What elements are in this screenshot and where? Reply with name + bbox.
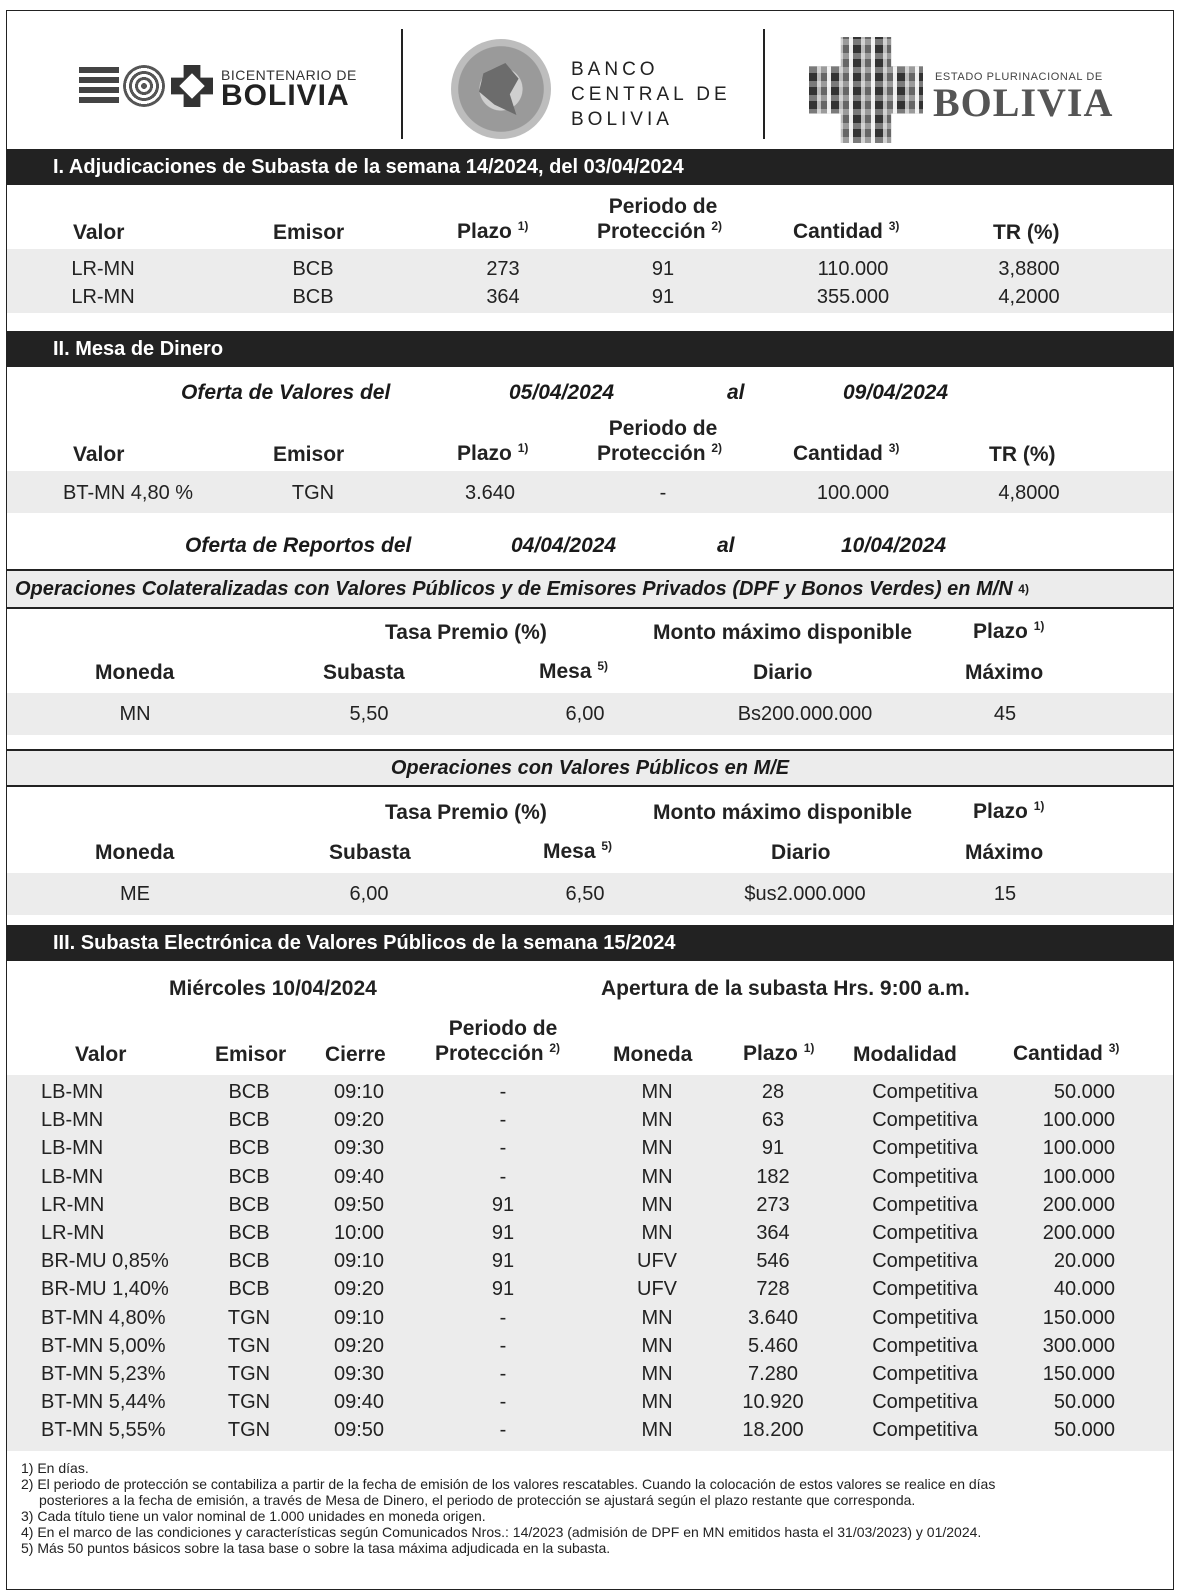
table-cell: 91: [491, 1193, 515, 1216]
footnote-line: 5) Más 50 puntos básicos sobre la tasa base o sobre la tasa máxima adjudicada en la subasta.: [21, 1540, 611, 1556]
table-cell: -: [499, 1081, 507, 1103]
table-cell: Competitiva: [872, 1391, 978, 1414]
table-cell: 09:30: [333, 1363, 385, 1385]
table-cell: TGN: [227, 1363, 271, 1385]
table-cell: Competitiva: [872, 1137, 978, 1160]
table-cell: BCB: [228, 1109, 270, 1132]
header-tasa-premio: Tasa Premio (%): [385, 801, 547, 824]
table-cell: -: [499, 1391, 507, 1414]
table-cell: UFV: [637, 1250, 677, 1273]
table-cell: 09:20: [333, 1334, 385, 1357]
table-cell: LB-MN: [41, 1137, 104, 1160]
estado-big-text: BOLIVIA: [933, 80, 1114, 125]
header-emisor: Emisor: [273, 221, 345, 244]
table-cell: 09:20: [333, 1109, 385, 1132]
table-cell: LB-MN: [41, 1081, 104, 1103]
table-cell: BCB: [228, 1222, 270, 1244]
section-2-title: [7, 331, 1173, 367]
table-cell: 09:50: [333, 1193, 385, 1216]
header-moneda: Moneda: [613, 1043, 693, 1066]
header-divider: [401, 29, 403, 139]
table-cell: MN: [641, 1165, 673, 1188]
header-subasta: Subasta: [323, 661, 405, 684]
table-cell: 273: [756, 1193, 790, 1216]
table-cell: BT-MN 5,00%: [41, 1334, 166, 1357]
table-cell: 4,8000: [998, 482, 1060, 504]
subasta-fecha: Miércoles 10/04/2024: [169, 977, 377, 1000]
table-cell: 09:50: [333, 1419, 385, 1442]
table-cell: -: [499, 1419, 507, 1442]
table-cell: 355.000: [816, 286, 890, 308]
header-modalidad: Modalidad: [853, 1043, 957, 1066]
table-cell: 09:30: [333, 1137, 385, 1160]
table-cell: 15: [993, 883, 1017, 905]
table-cell: 09:40: [333, 1391, 385, 1414]
table-cell: MN: [641, 1306, 673, 1329]
table-cell: Competitiva: [872, 1419, 978, 1442]
table-cell: -: [499, 1137, 507, 1160]
table-cell: LR-MN: [71, 258, 135, 280]
header-plazo: Plazo $^{1)}$: [973, 619, 1045, 643]
table-cell: MN: [641, 1137, 673, 1160]
table-cell: 100.000: [1042, 1165, 1115, 1188]
table-cell: Competitiva: [872, 1334, 978, 1357]
subasta-apertura: Apertura de la subasta Hrs. 9:00 a.m.: [601, 977, 970, 1000]
table-cell: 5,50: [349, 703, 389, 725]
header-valor: Valor: [73, 443, 125, 466]
header-divider: [763, 29, 765, 139]
table-cell: 4,2000: [998, 286, 1060, 308]
table-cell: LR-MN: [41, 1193, 105, 1216]
table-cell: 45: [993, 703, 1017, 725]
table-cell: 3.640: [747, 1306, 799, 1329]
table-cell: 10.920: [742, 1391, 804, 1414]
chakana-icon: [171, 65, 213, 107]
header-mesa: Mesa $^{5)}$: [539, 659, 609, 683]
header-proteccion: Protección $^{2)}$: [597, 441, 723, 465]
table-cell: BCB: [292, 286, 334, 308]
table-cell: BT-MN 5,23%: [41, 1363, 166, 1385]
estado-chakana-icon: [809, 37, 923, 143]
table-cell: 100.000: [1042, 1109, 1115, 1132]
table-cell: ME: [120, 883, 150, 905]
estado-small-text: ESTADO PLURINACIONAL DE: [935, 71, 1103, 83]
table-cell: 728: [756, 1278, 790, 1301]
table-cell: LR-MN: [41, 1222, 105, 1244]
oferta-reportos-from: 04/04/2024: [511, 534, 617, 557]
header-moneda: Moneda: [95, 841, 175, 864]
header-proteccion: Protección $^{2)}$: [435, 1041, 561, 1065]
footnote-line: posteriores a la fecha de emisión, a través de Mesa de Dinero, el periodo de protección se ajustará según el plazo restante que corresponda.: [39, 1492, 916, 1508]
table-cell: 18.200: [742, 1419, 804, 1442]
table-cell: MN: [641, 1193, 673, 1216]
table-cell: 364: [486, 286, 520, 308]
table-cell: 300.000: [1042, 1334, 1115, 1357]
table-cell: 91: [491, 1278, 515, 1301]
header-periodo: Periodo de: [448, 1017, 558, 1040]
table-cell: MN: [641, 1363, 673, 1385]
table-cell: -: [499, 1306, 507, 1329]
header-tr: TR (%): [993, 221, 1060, 244]
bcb-line3: BOLIVIA: [571, 109, 673, 130]
table-cell: BCB: [292, 258, 334, 280]
table-cell: 09:20: [333, 1278, 385, 1301]
table-cell: 110.000: [817, 258, 889, 280]
header-maximo: Máximo: [965, 661, 1044, 684]
bcb-line1: BANCO: [571, 59, 659, 80]
header-periodo: Periodo de: [608, 195, 718, 218]
table-cell: MN: [641, 1334, 673, 1357]
table-cell: -: [499, 1363, 507, 1385]
header-proteccion: Protección $^{2)}$: [597, 219, 723, 243]
section-1-title-text: I. Adjudicaciones de Subasta de la semana 14/2024, del 03/04/2024: [53, 155, 684, 178]
table-cell: BCB: [228, 1081, 270, 1103]
footnote-line: 3) Cada título tiene un valor nominal de 1.000 unidades en moneda origen.: [21, 1508, 486, 1524]
section-3-title: [7, 925, 1173, 961]
table-cell: 100.000: [1042, 1137, 1115, 1160]
table-cell: Bs200.000.000: [737, 703, 873, 725]
table-cell: TGN: [291, 482, 335, 504]
table-cell: 6,50: [565, 883, 605, 905]
section-1-title: [7, 149, 1173, 185]
table-cell: TGN: [227, 1334, 271, 1357]
table-cell: BCB: [228, 1250, 270, 1273]
table-cell: MN: [641, 1222, 673, 1244]
oferta-valores-label: Oferta de Valores del: [181, 381, 391, 404]
table-cell: 200.000: [1042, 1193, 1115, 1216]
table-cell: MN: [641, 1109, 673, 1132]
table-cell: MN: [641, 1391, 673, 1414]
header-valor: Valor: [73, 221, 125, 244]
table-cell: -: [499, 1109, 507, 1132]
table-cell: 50.000: [1053, 1419, 1115, 1442]
header-emisor: Emisor: [215, 1043, 287, 1066]
table-cell: TGN: [227, 1391, 271, 1414]
table-cell: BCB: [228, 1278, 270, 1301]
table-5-band: [7, 1075, 1173, 1451]
table-cell: 6,00: [565, 703, 605, 725]
table-cell: 40.000: [1053, 1278, 1115, 1301]
table-cell: 182: [756, 1165, 790, 1188]
header-cierre: Cierre: [325, 1043, 386, 1066]
table-cell: 273: [486, 258, 520, 280]
table-cell: 50.000: [1053, 1391, 1115, 1414]
table-cell: BR-MU 0,85%: [41, 1250, 169, 1273]
table-cell: Competitiva: [872, 1222, 978, 1244]
table-cell: TGN: [227, 1419, 271, 1442]
table-cell: 28: [761, 1081, 785, 1103]
table-cell: Competitiva: [872, 1165, 978, 1188]
table-cell: 09:40: [333, 1165, 385, 1188]
table-cell: Competitiva: [872, 1109, 978, 1132]
oferta-valores-to: 09/04/2024: [843, 381, 949, 404]
table-cell: $us2.000.000: [744, 883, 866, 905]
table-cell: BT-MN 4,80%: [41, 1306, 166, 1329]
table-cell: 150.000: [1042, 1363, 1115, 1385]
header-diario: Diario: [771, 841, 831, 864]
footnote-line: 4) En el marco de las condiciones y características según Comunicados Nros.: 14/2023 (admisión de DPF en MN emitidos hasta el 31/03/2023) y 01/2024.: [21, 1524, 982, 1540]
bcb-line2: CENTRAL DE: [571, 84, 731, 105]
table-cell: BT-MN 4,80 %: [63, 482, 194, 504]
table-cell: Competitiva: [872, 1306, 978, 1329]
header-maximo: Máximo: [965, 841, 1044, 864]
footnote-line: 2) El periodo de protección se contabiliza a partir de la fecha de emisión de los valores rescatables. Cuando la colocación de estos valores se realice en días: [21, 1476, 996, 1492]
table-cell: MN: [641, 1081, 673, 1103]
header-subasta: Subasta: [329, 841, 411, 864]
header-emisor: Emisor: [273, 443, 345, 466]
table-cell: LB-MN: [41, 1165, 104, 1188]
table-cell: Competitiva: [872, 1193, 978, 1216]
bicentenario-logo: [79, 63, 379, 112]
header-moneda: Moneda: [95, 661, 175, 684]
table-cell: 63: [761, 1109, 785, 1132]
header-mesa: Mesa $^{5)}$: [543, 839, 613, 863]
table-cell: 7.280: [747, 1363, 799, 1385]
table-cell: LR-MN: [71, 286, 135, 308]
table-cell: 09:10: [333, 1081, 385, 1103]
table-cell: UFV: [637, 1278, 677, 1301]
table-cell: 3.640: [465, 482, 516, 504]
bicentenario-big-text: BOLIVIA: [221, 79, 350, 112]
header-plazo: Plazo $^{1)}$: [743, 1041, 815, 1065]
header-diario: Diario: [753, 661, 813, 684]
table-cell: 91: [651, 286, 675, 308]
header-periodo: Periodo de: [608, 417, 718, 440]
table-cell: 150.000: [1042, 1306, 1115, 1329]
table-cell: 09:10: [333, 1250, 385, 1273]
table-cell: 91: [491, 1250, 515, 1273]
table-cell: MN: [641, 1419, 673, 1442]
section-2-title-text: II. Mesa de Dinero: [53, 337, 224, 360]
header-cantidad: Cantidad $^{3)}$: [793, 441, 900, 465]
table-cell: 364: [756, 1222, 790, 1244]
table-cell: 10:00: [333, 1222, 385, 1244]
table-cell: Competitiva: [872, 1081, 978, 1103]
section-3-title-text: III. Subasta Electrónica de Valores Públicos de la semana 15/2024: [53, 931, 676, 954]
table-cell: 546: [756, 1250, 790, 1273]
spiral-icon: [123, 65, 165, 107]
header-monto-maximo: Monto máximo disponible: [653, 621, 913, 644]
bcb-seal-icon: [451, 39, 551, 139]
table-cell: Competitiva: [872, 1278, 978, 1301]
table-cell: 09:10: [333, 1306, 385, 1329]
table-cell: 5.460: [747, 1334, 799, 1357]
stripe-icon: [79, 67, 119, 105]
oferta-valores-from: 05/04/2024: [509, 381, 615, 404]
table-cell: -: [499, 1165, 507, 1188]
me-title: Operaciones con Valores Públicos en M/E: [7, 749, 1173, 787]
table-cell: -: [499, 1334, 507, 1357]
table-cell: LB-MN: [41, 1109, 104, 1132]
table-cell: 100.000: [816, 482, 890, 504]
oferta-reportos-label: Oferta de Reportos del: [185, 534, 412, 557]
table-cell: 91: [491, 1222, 515, 1244]
oferta-reportos-to: 10/04/2024: [841, 534, 947, 557]
header-plazo: Plazo $^{1)}$: [973, 799, 1045, 823]
table-cell: 6,00: [349, 883, 389, 905]
table-cell: 91: [651, 258, 675, 280]
bicentenario-small-text: BICENTENARIO DE: [221, 67, 357, 83]
table-cell: BCB: [228, 1165, 270, 1188]
table-cell: Competitiva: [872, 1363, 978, 1385]
header-logos: [7, 11, 1173, 153]
table-cell: -: [659, 482, 667, 504]
header-valor: Valor: [75, 1043, 127, 1066]
header-tasa-premio: Tasa Premio (%): [385, 621, 547, 644]
table-cell: 50.000: [1053, 1081, 1115, 1103]
table-cell: MN: [119, 703, 151, 725]
table-cell: BCB: [228, 1137, 270, 1160]
header-plazo: Plazo $^{1)}$: [457, 219, 529, 243]
table-cell: BT-MN 5,55%: [41, 1419, 166, 1442]
footnote-line: 1) En días.: [21, 1460, 89, 1476]
oferta-valores-al: al: [727, 381, 745, 404]
table-cell: 200.000: [1042, 1222, 1115, 1244]
oferta-reportos-al: al: [717, 534, 735, 557]
table-cell: 20.000: [1053, 1250, 1115, 1273]
table-cell: TGN: [227, 1306, 271, 1329]
colateralizadas-title: Operaciones Colateralizadas con Valores Públicos y de Emisores Privados (DPF y Bonos Verdes) en M/N 4): [7, 569, 1173, 609]
table-cell: 91: [761, 1137, 785, 1160]
table-cell: BCB: [228, 1193, 270, 1216]
bcb-logo-text: [571, 57, 731, 132]
header-tr: TR (%): [989, 443, 1056, 466]
table-cell: BR-MU 1,40%: [41, 1278, 169, 1301]
document-page: [6, 10, 1174, 1590]
header-plazo: Plazo $^{1)}$: [457, 441, 529, 465]
table-cell: BT-MN 5,44%: [41, 1391, 166, 1414]
header-monto-maximo: Monto máximo disponible: [653, 801, 913, 824]
table-cell: Competitiva: [872, 1250, 978, 1273]
header-cantidad: Cantidad $^{3)}$: [1013, 1041, 1120, 1065]
header-cantidad: Cantidad $^{3)}$: [793, 219, 900, 243]
table-cell: 3,8800: [998, 258, 1060, 280]
